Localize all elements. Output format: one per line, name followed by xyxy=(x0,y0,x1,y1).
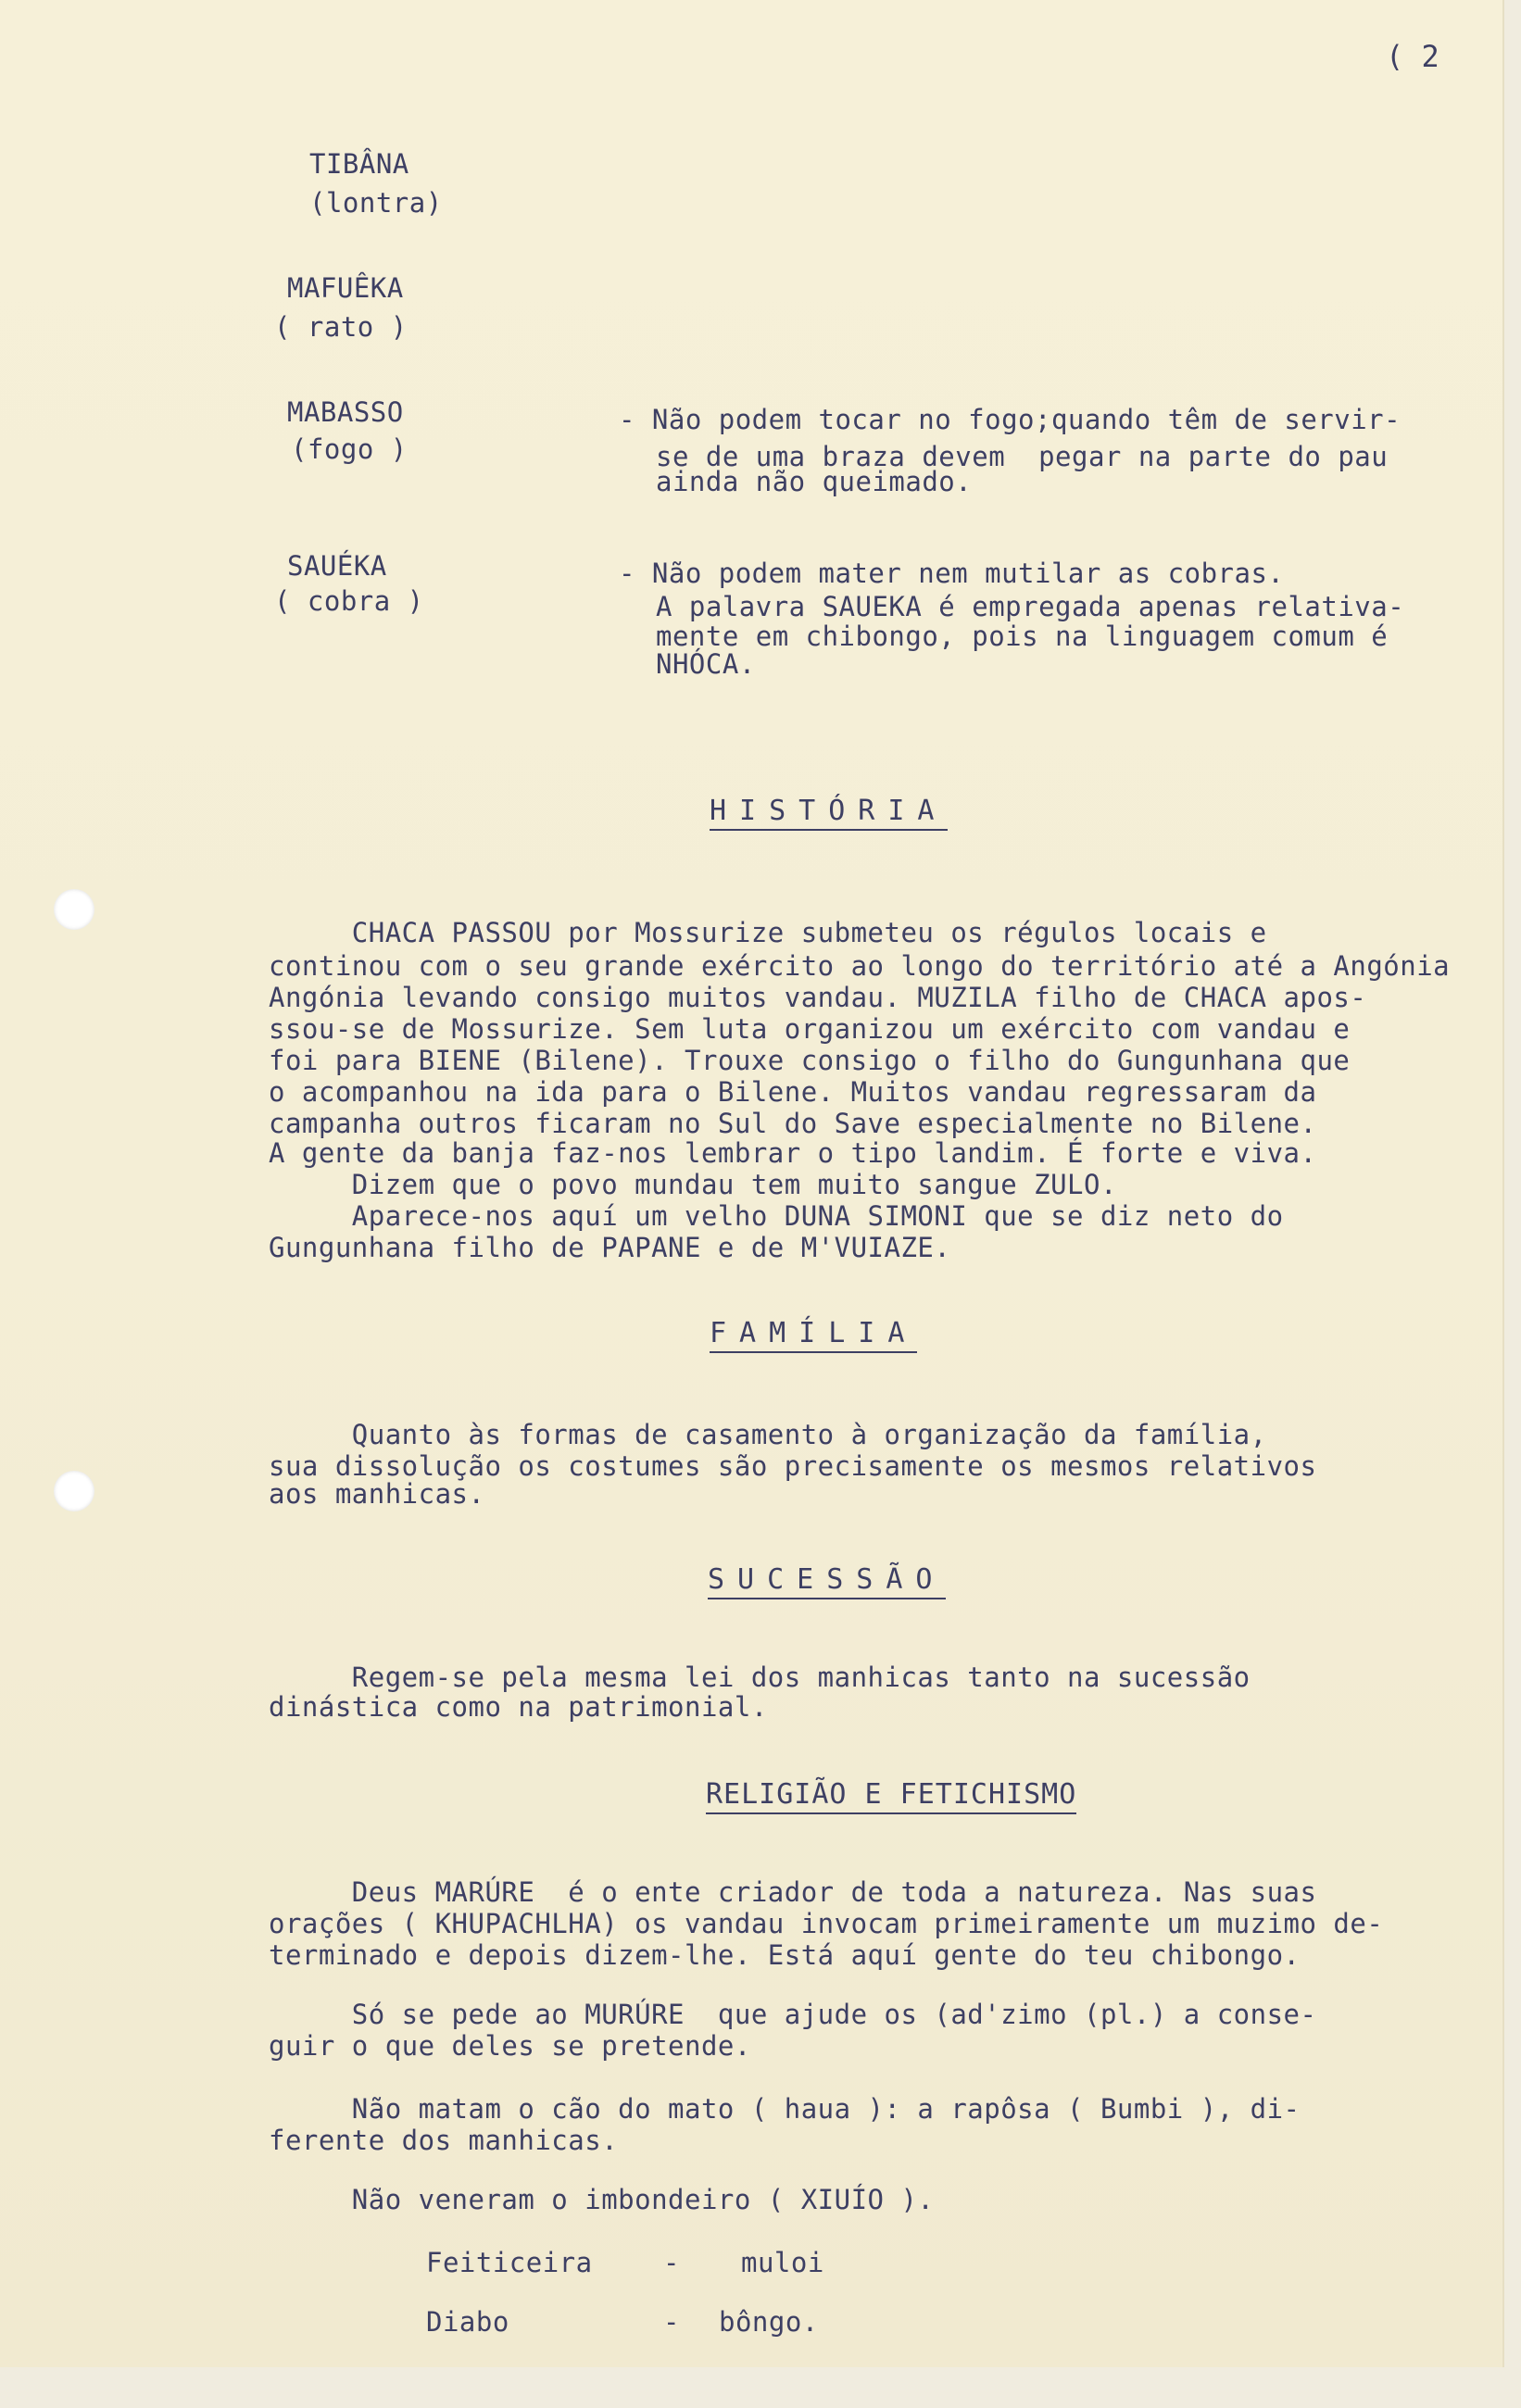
historia-line: foi para BIENE (Bilene). Trouxe consigo o filho do Gungunhana que xyxy=(269,1045,1351,1076)
religiao-line: Só se pede ao MURÚRE que ajude os (ad'zimo (pl.) a conse- xyxy=(269,1999,1317,2030)
totem-meaning: ( rato ) xyxy=(274,311,408,343)
totem-meaning: (fogo ) xyxy=(291,433,408,465)
sucessao-line: dinástica como na patrimonial. xyxy=(269,1691,768,1723)
totem-meaning: ( cobra ) xyxy=(274,585,424,617)
sucessao-line: Regem-se pela mesma lei dos manhicas tanto na sucessão xyxy=(269,1662,1251,1693)
historia-line: A gente da banja faz-nos lembrar o tipo landim. É forte e viva. xyxy=(269,1137,1317,1169)
totem-name: MABASSO xyxy=(287,396,404,428)
totem-name: TIBÂNA xyxy=(309,148,409,180)
religiao-line: Não matam o cão do mato ( haua ): a rapôsa ( Bumbi ), di- xyxy=(269,2093,1301,2125)
glossary-meaning: bôngo. xyxy=(719,2306,819,2338)
familia-line: sua dissolução os costumes são precisamente os mesmos relativos xyxy=(269,1450,1317,1482)
totem-note-line: mente em chibongo, pois na linguagem comum é xyxy=(656,621,1389,652)
religiao-line: terminado e depois dizem-lhe. Está aquí gente do teu chibongo. xyxy=(269,1939,1301,1971)
historia-line: Dizem que o povo mundau tem muito sangue ZULO. xyxy=(269,1169,1117,1200)
historia-line: Gungunhana filho de PAPANE e de M'VUIAZE. xyxy=(269,1232,951,1263)
totem-name: SAUÉKA xyxy=(287,550,387,582)
glossary-meaning: muloi xyxy=(741,2247,824,2278)
totem-note-line: se de uma braza devem pegar na parte do pau xyxy=(656,441,1389,472)
punch-hole xyxy=(54,889,94,930)
glossary-separator: - xyxy=(663,2306,680,2338)
historia-line: CHACA PASSOU por Mossurize submeteu os régulos locais e xyxy=(269,917,1267,948)
totem-note-line: NHÓCA. xyxy=(656,648,756,680)
familia-line: Quanto às formas de casamento à organização da família, xyxy=(269,1419,1267,1450)
totem-name: MAFUÊKA xyxy=(287,272,404,304)
religiao-line: guir o que deles se pretende. xyxy=(269,2030,751,2062)
totem-note-line: - Não podem mater nem mutilar as cobras. xyxy=(619,558,1285,589)
section-heading-familia: FAMÍLIA xyxy=(710,1317,917,1353)
totem-note-line: ainda não queimado. xyxy=(656,466,973,497)
historia-line: Aparece-nos aquí um velho DUNA SIMONI que se diz neto do xyxy=(269,1200,1284,1232)
section-heading-religiao: RELIGIÃO E FETICHISMO xyxy=(706,1778,1076,1814)
historia-line: continou com o seu grande exército ao longo do território até a Angónia xyxy=(269,950,1451,982)
historia-line: campanha outros ficaram no Sul do Save especialmente no Bilene. xyxy=(269,1108,1317,1139)
page-number: ( 2 xyxy=(1386,39,1439,74)
glossary-separator: - xyxy=(663,2247,680,2278)
religiao-line: Não veneram o imbondeiro ( XIUÍO ). xyxy=(269,2184,935,2215)
historia-line: o acompanhou na ida para o Bilene. Muitos vandau regressaram da xyxy=(269,1076,1317,1108)
historia-line: ssou-se de Mossurize. Sem luta organizou um exército com vandau e xyxy=(269,1013,1351,1045)
totem-note-line: - Não podem tocar no fogo;quando têm de servir- xyxy=(619,404,1402,435)
totem-note-line: A palavra SAUEKA é empregada apenas relativa- xyxy=(656,591,1405,622)
section-heading-historia: HISTÓRIA xyxy=(710,795,948,831)
section-heading-sucessao: SUCESSÃO xyxy=(708,1563,946,1599)
religiao-line: ferente dos manhicas. xyxy=(269,2125,619,2156)
glossary-term: Feiticeira xyxy=(426,2247,593,2278)
familia-line: aos manhicas. xyxy=(269,1478,485,1510)
religiao-line: orações ( KHUPACHLHA) os vandau invocam primeiramente um muzimo de- xyxy=(269,1908,1384,1939)
religiao-line: Deus MARÚRE é o ente criador de toda a natureza. Nas suas xyxy=(269,1876,1317,1908)
historia-line: Angónia levando consigo muitos vandau. MUZILA filho de CHACA apos- xyxy=(269,982,1367,1013)
glossary-term: Diabo xyxy=(426,2306,509,2338)
punch-hole xyxy=(54,1471,94,1511)
totem-meaning: (lontra) xyxy=(309,187,443,219)
